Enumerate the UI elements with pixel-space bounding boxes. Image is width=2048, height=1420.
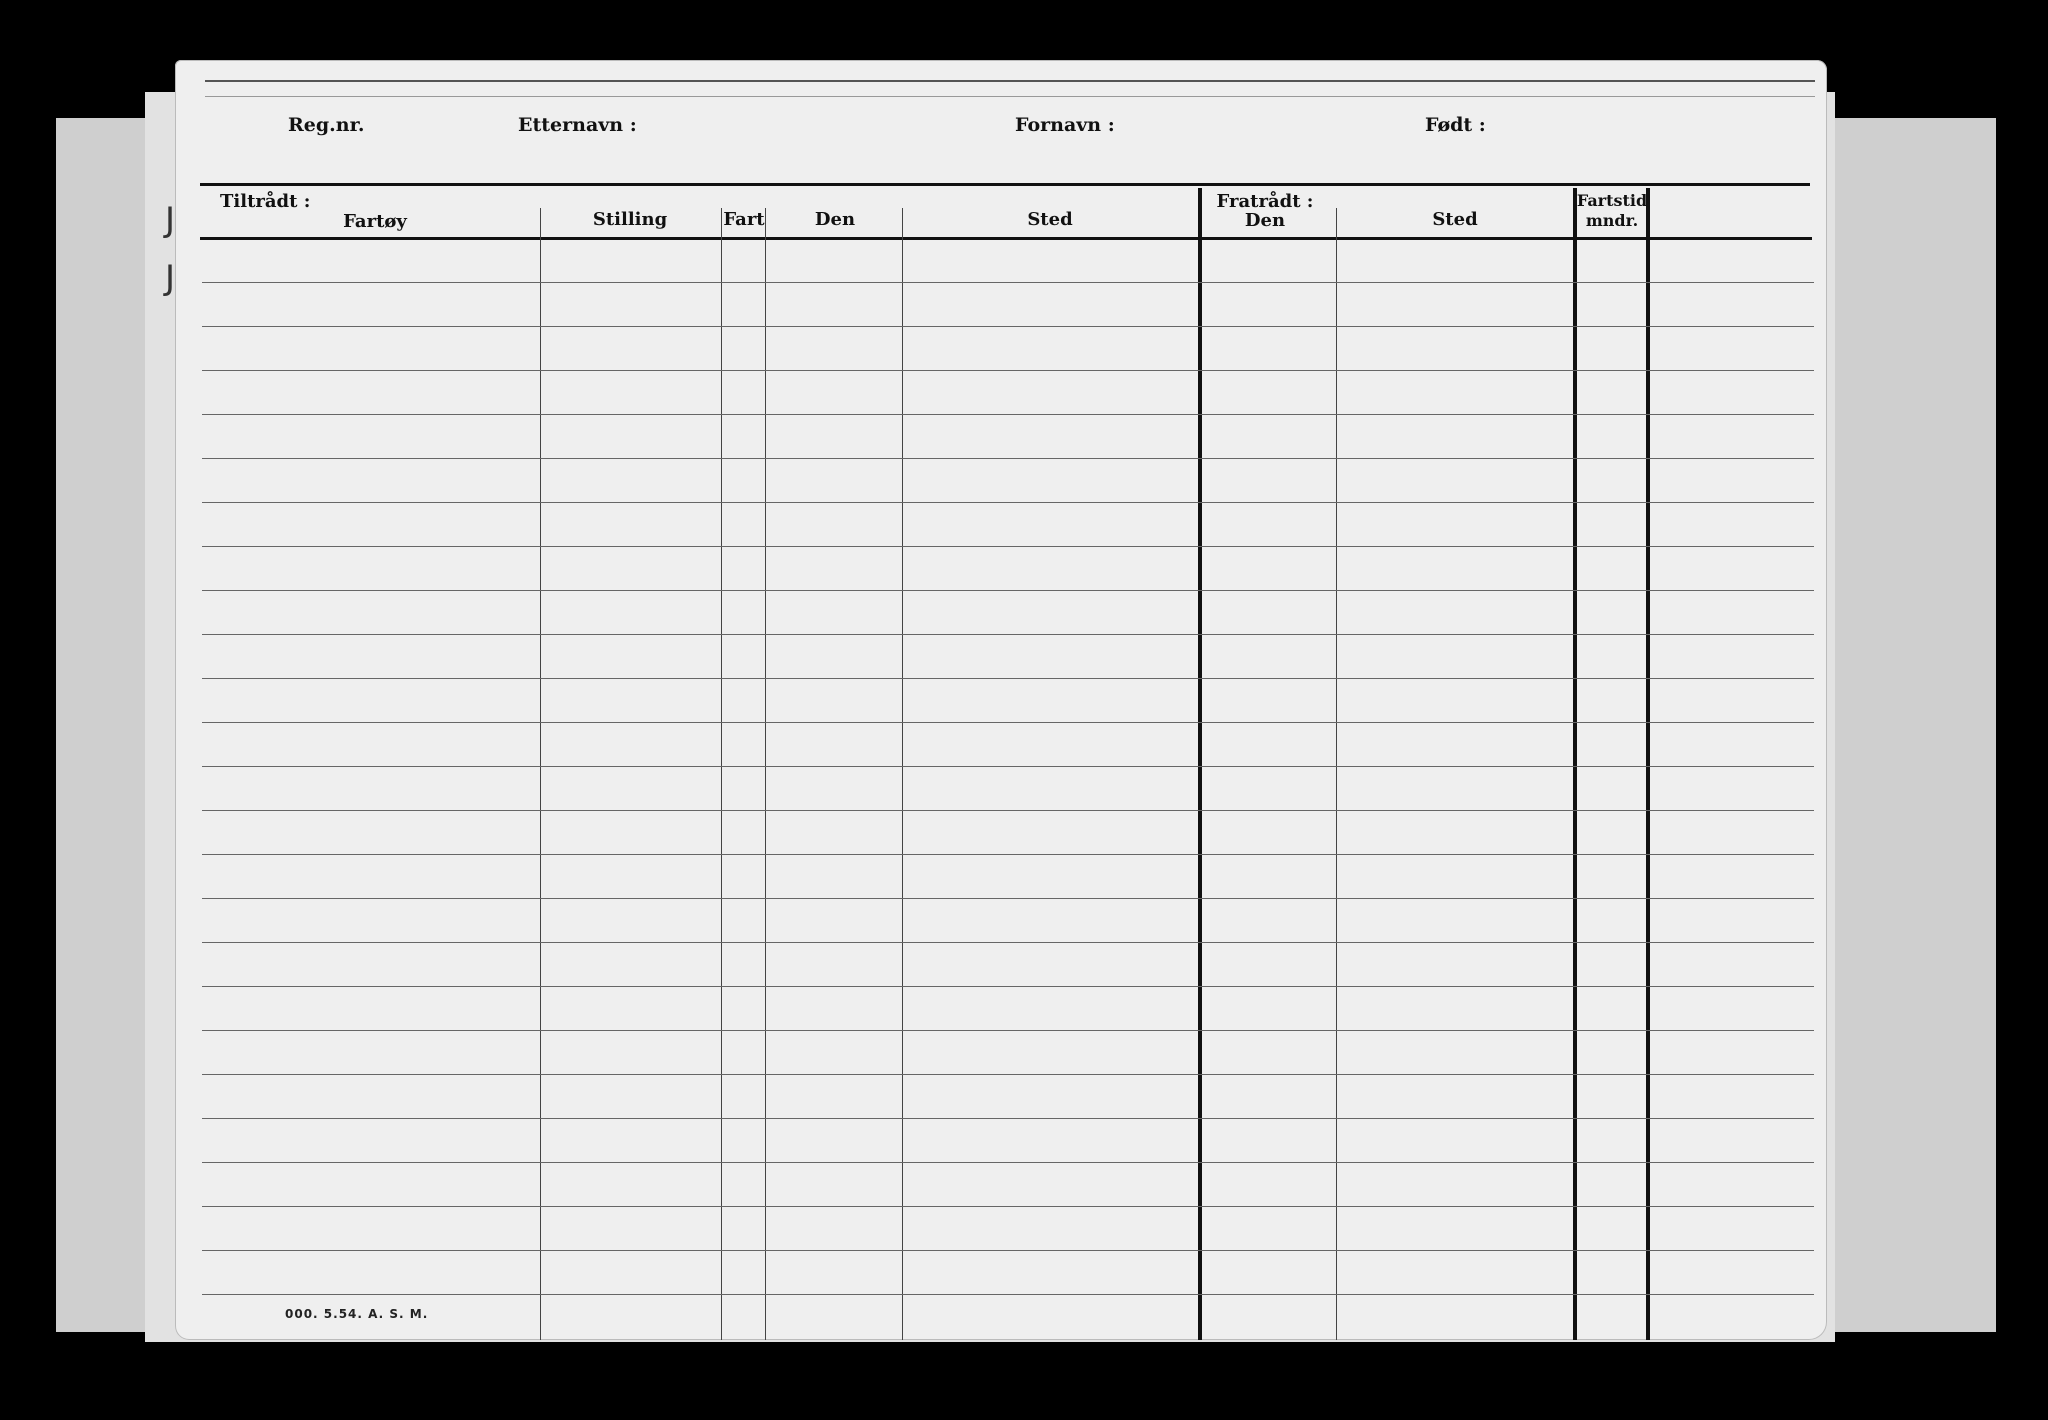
fodt-label: Født : [1425, 114, 1486, 136]
fratradt-den-heading: Den [1244, 210, 1286, 231]
margin-mark: J [165, 200, 176, 240]
table-row [202, 986, 1814, 987]
printer-mark: 000. 5.54. A. S. M. [285, 1307, 429, 1321]
table-row [202, 722, 1814, 723]
fratradt-heading: Fratrådt : [1216, 191, 1314, 212]
table-row [202, 1294, 1814, 1295]
table-row [202, 370, 1814, 371]
table-row [202, 458, 1814, 459]
stilling-heading: Stilling [592, 209, 668, 230]
table-row [202, 414, 1814, 415]
table-row [202, 810, 1814, 811]
fartstid-heading: Fartstid [1576, 191, 1648, 210]
column-divider [540, 208, 541, 1340]
fartstid-divider [1573, 188, 1577, 1340]
den-heading: Den [814, 209, 856, 230]
table-row [202, 590, 1814, 591]
column-divider [721, 208, 722, 1340]
table-row [202, 898, 1814, 899]
table-row [202, 1162, 1814, 1163]
table-row [202, 678, 1814, 679]
table-row [202, 1030, 1814, 1031]
column-divider [902, 208, 903, 1340]
sted-heading: Sted [1027, 209, 1073, 230]
table-row [202, 546, 1814, 547]
table-row [202, 1074, 1814, 1075]
tiltradt-heading: Tiltrådt : [220, 191, 311, 212]
table-row [202, 1206, 1814, 1207]
fartoy-heading: Fartøy [343, 211, 407, 232]
table-row [202, 502, 1814, 503]
table-row [202, 1118, 1814, 1119]
table-row [202, 1250, 1814, 1251]
etternavn-label: Etternavn : [518, 114, 637, 136]
table-header-rule [200, 237, 1812, 240]
table-row [202, 942, 1814, 943]
fart-heading: Fart [723, 209, 765, 230]
reg-nr-label: Reg.nr. [288, 114, 365, 136]
fratradt-divider [1198, 188, 1202, 1340]
table-row [202, 766, 1814, 767]
column-divider [1336, 208, 1337, 1340]
card-stack-edge [205, 80, 1815, 97]
table-row [202, 854, 1814, 855]
margin-mark: J [165, 258, 176, 298]
table-top-rule [200, 183, 1810, 186]
table-row [202, 282, 1814, 283]
fartstid-divider [1646, 188, 1650, 1340]
mndr-heading: mndr. [1585, 211, 1639, 230]
fornavn-label: Fornavn : [1015, 114, 1115, 136]
column-divider [765, 208, 766, 1340]
fratradt-sted-heading: Sted [1432, 209, 1478, 230]
table-row [202, 634, 1814, 635]
registration-card [175, 60, 1827, 1340]
table-row [202, 326, 1814, 327]
